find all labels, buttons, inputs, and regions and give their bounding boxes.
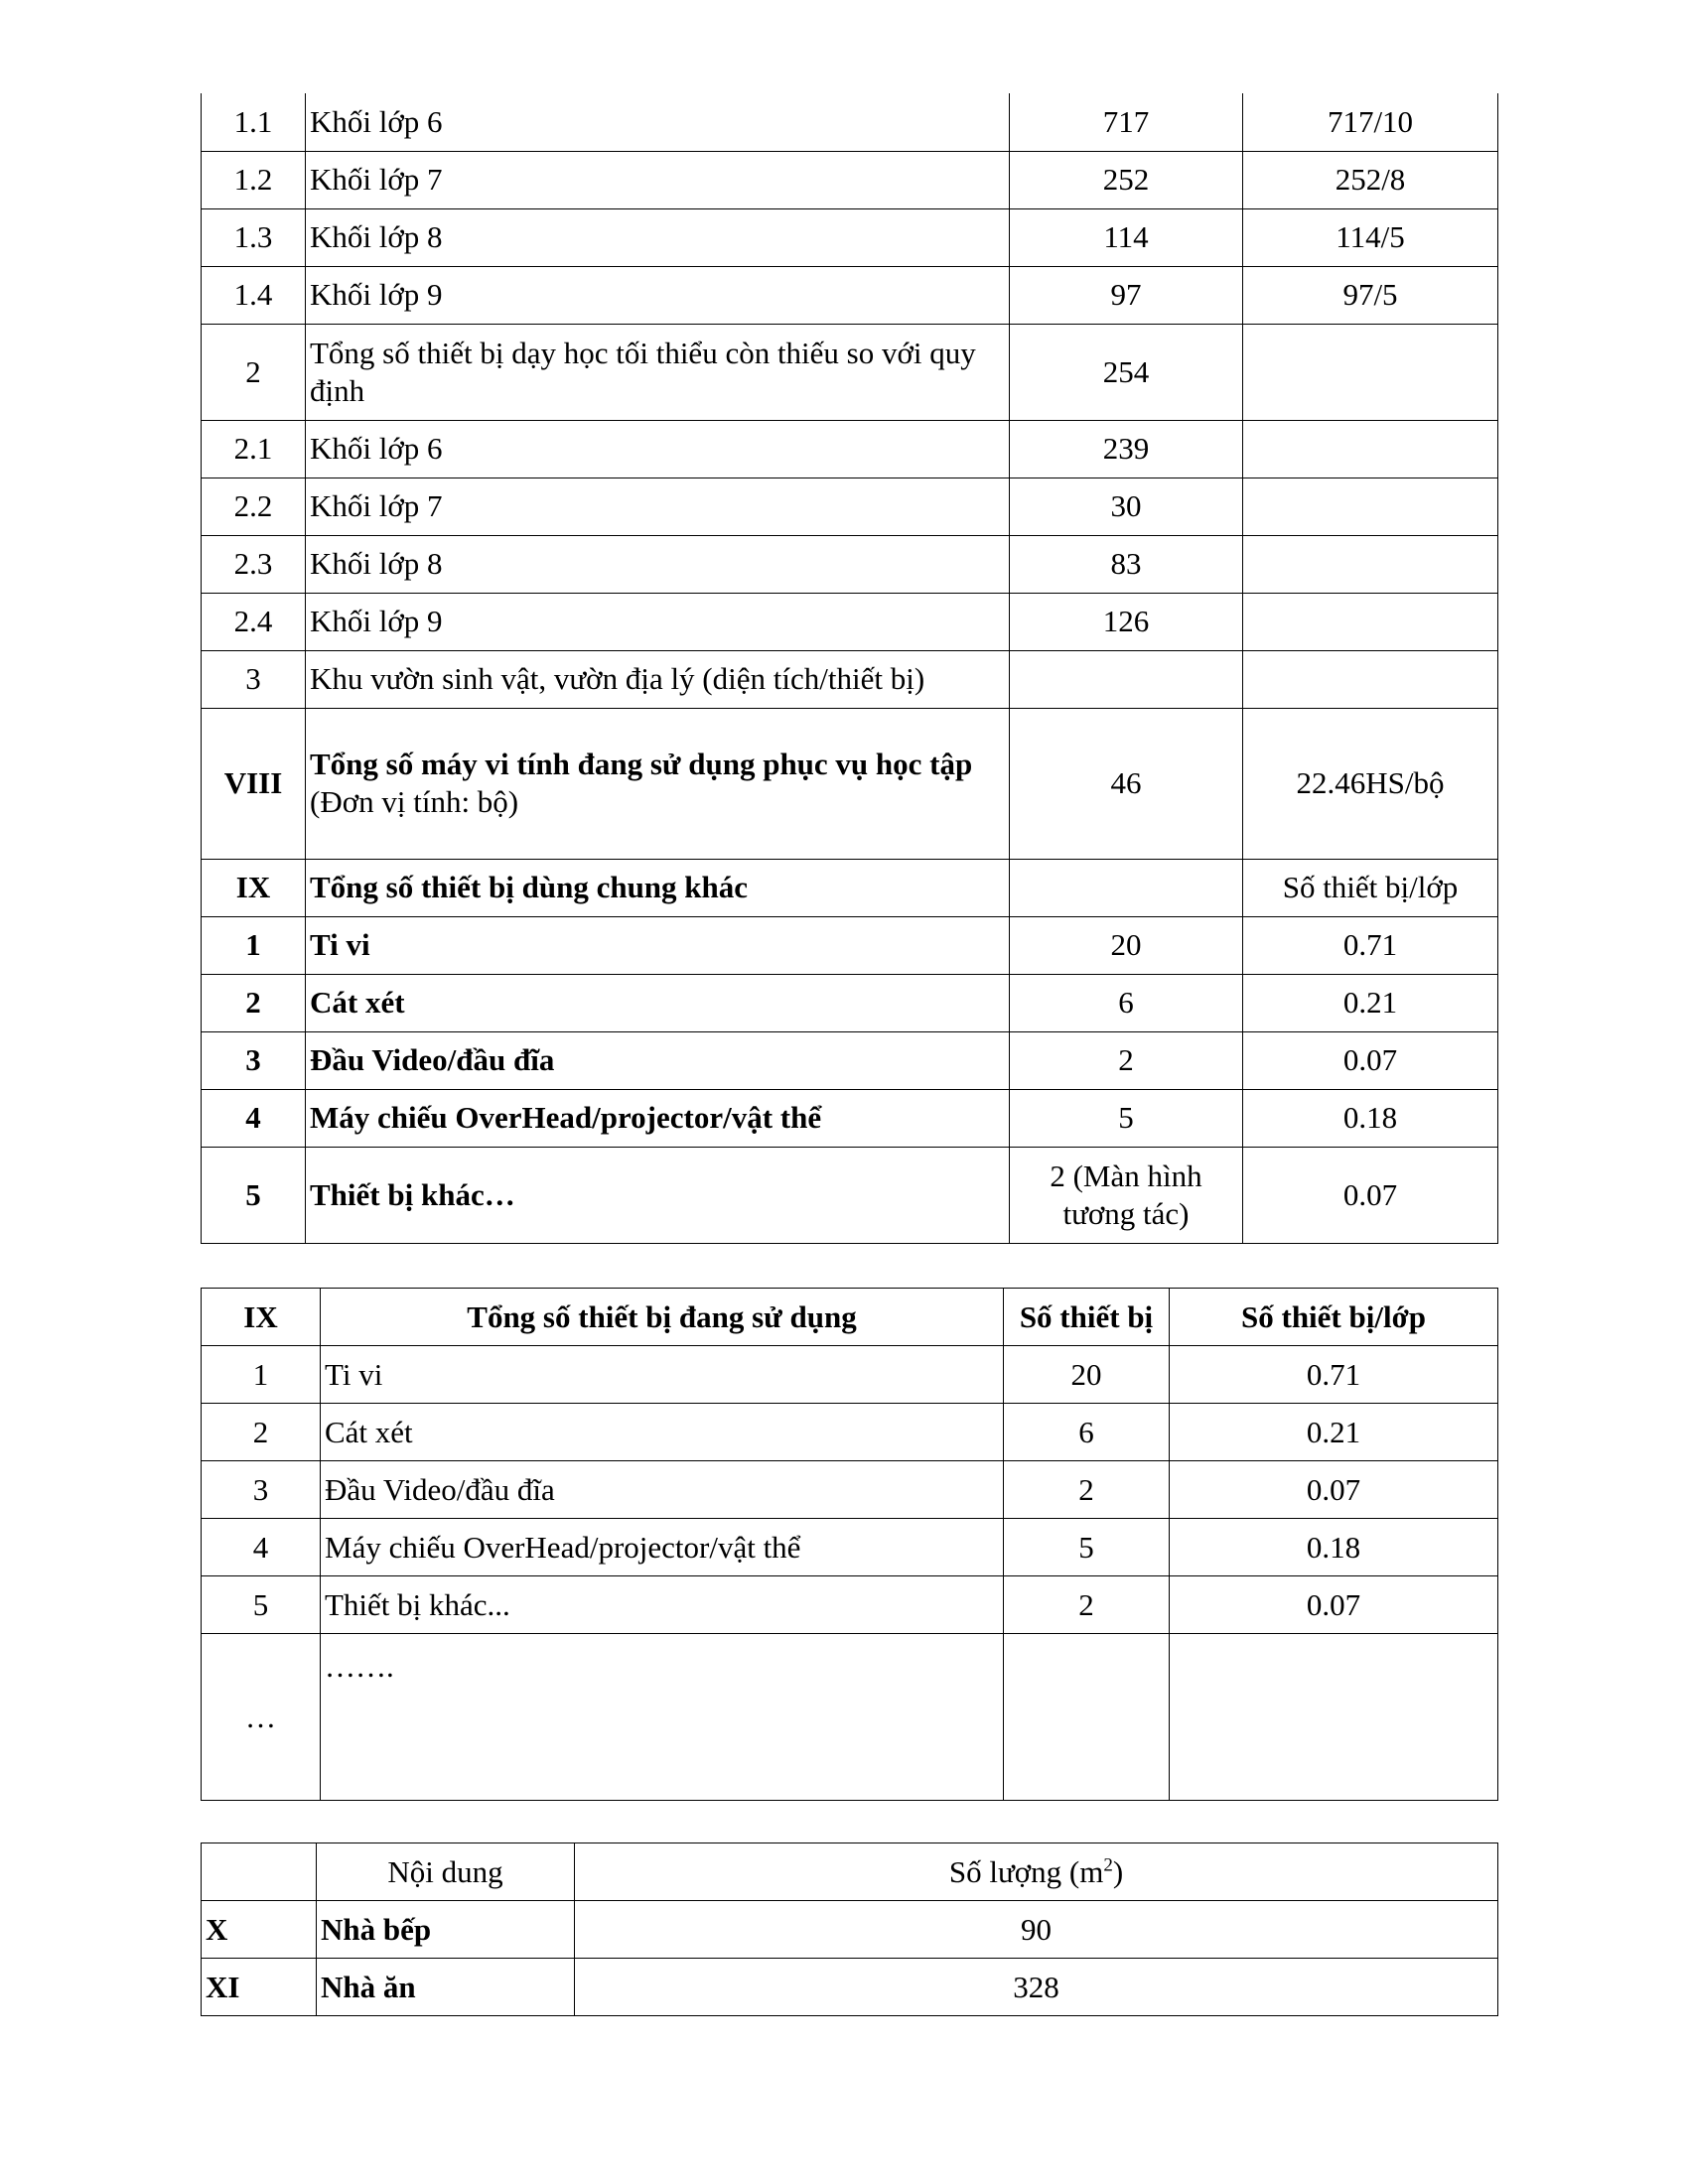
row-number: 4 [202, 1089, 306, 1147]
row-item: Đầu Video/đầu đĩa [306, 1031, 1010, 1089]
row-number: 2.1 [202, 420, 306, 478]
row-item: Nhà ăn [317, 1959, 575, 2016]
row-ratio [1243, 650, 1498, 708]
row-quantity: 30 [1010, 478, 1243, 535]
row-item: Khối lớp 7 [306, 478, 1010, 535]
table-header-row [202, 1289, 1498, 1346]
row-quantity: 239 [1010, 420, 1243, 478]
row-quantity: 20 [1010, 916, 1243, 974]
row-item: Cát xét [306, 974, 1010, 1031]
row-ratio: 0.71 [1170, 1346, 1498, 1404]
table-row [202, 535, 1498, 593]
table-row [202, 1519, 1498, 1576]
row-ratio [1243, 324, 1498, 420]
row-number: 1.1 [202, 93, 306, 151]
row-quantity: 20 [1004, 1346, 1170, 1404]
header-title: Tổng số thiết bị đang sử dụng [321, 1289, 1004, 1346]
row-item: Khối lớp 8 [306, 208, 1010, 266]
row-number: 2 [202, 974, 306, 1031]
section-title-cell [306, 708, 1010, 859]
row-quantity: 254 [1010, 324, 1243, 420]
table-row [202, 151, 1498, 208]
row-quantity [1004, 1634, 1170, 1801]
table-row [202, 1901, 1498, 1959]
row-item: Cát xét [321, 1404, 1004, 1461]
table-row [202, 974, 1498, 1031]
row-number: XI [202, 1959, 317, 2016]
row-ratio: 0.07 [1170, 1461, 1498, 1519]
row-number: 2.3 [202, 535, 306, 593]
row-ratio [1170, 1634, 1498, 1801]
row-number: … [202, 1634, 321, 1801]
table-row [202, 916, 1498, 974]
equipment-table-continued [201, 93, 1498, 1244]
row-ratio: 252/8 [1243, 151, 1498, 208]
table-row [202, 93, 1498, 151]
row-quantity: 97 [1010, 266, 1243, 324]
table-row [202, 1147, 1498, 1243]
table-row [202, 1959, 1498, 2016]
section-title: Tổng số thiết bị dùng chung khác [306, 859, 1010, 916]
row-number: 3 [202, 650, 306, 708]
row-item: Khối lớp 6 [306, 93, 1010, 151]
table-row [202, 266, 1498, 324]
row-number: 2.4 [202, 593, 306, 650]
row-number: 2 [202, 1404, 321, 1461]
row-quantity: 114 [1010, 208, 1243, 266]
row-ratio: 0.07 [1243, 1147, 1498, 1243]
section-ix-row [202, 859, 1498, 916]
row-quantity: 252 [1010, 151, 1243, 208]
row-number: 2 [202, 324, 306, 420]
row-number: 1.3 [202, 208, 306, 266]
row-quantity: 126 [1010, 593, 1243, 650]
table-row [202, 208, 1498, 266]
row-ratio [1243, 478, 1498, 535]
section-number: IX [202, 859, 306, 916]
section-title: Tổng số máy vi tính đang sử dụng phục vụ học tập [310, 747, 973, 782]
row-ratio: 114/5 [1243, 208, 1498, 266]
row-ratio: 717/10 [1243, 93, 1498, 151]
row-number: 4 [202, 1519, 321, 1576]
header-quantity-exponent: 2 [1103, 1854, 1113, 1876]
row-quantity [1010, 650, 1243, 708]
row-ratio: 0.71 [1243, 916, 1498, 974]
row-item: Khối lớp 9 [306, 593, 1010, 650]
row-number: 3 [202, 1031, 306, 1089]
row-number: 5 [202, 1576, 321, 1634]
row-number: 1 [202, 1346, 321, 1404]
row-item: ……. [321, 1634, 1004, 1801]
row-number: 1.4 [202, 266, 306, 324]
row-quantity: 90 [575, 1901, 1498, 1959]
row-ratio: 0.07 [1170, 1576, 1498, 1634]
shared-equipment-table [201, 1288, 1498, 1801]
column-label: Số thiết bị/lớp [1243, 859, 1498, 916]
row-item: Ti vi [306, 916, 1010, 974]
row-quantity [1010, 859, 1243, 916]
row-ratio: 97/5 [1243, 266, 1498, 324]
header-ratio: Số thiết bị/lớp [1170, 1289, 1498, 1346]
row-item: Đầu Video/đầu đĩa [321, 1461, 1004, 1519]
header-quantity [575, 1843, 1498, 1901]
row-quantity: 83 [1010, 535, 1243, 593]
table-row-placeholder [202, 1634, 1498, 1801]
row-quantity: 2 [1004, 1461, 1170, 1519]
table-row [202, 324, 1498, 420]
row-ratio: 0.18 [1243, 1089, 1498, 1147]
row-number: 1.2 [202, 151, 306, 208]
row-item: Máy chiếu OverHead/projector/vật thể [306, 1089, 1010, 1147]
table-row [202, 1576, 1498, 1634]
table-row [202, 593, 1498, 650]
row-quantity: 46 [1010, 708, 1243, 859]
row-item: Khối lớp 9 [306, 266, 1010, 324]
row-ratio: 22.46HS/bộ [1243, 708, 1498, 859]
row-item: Máy chiếu OverHead/projector/vật thể [321, 1519, 1004, 1576]
header-number [202, 1843, 317, 1901]
row-ratio: 0.21 [1170, 1404, 1498, 1461]
row-number: 3 [202, 1461, 321, 1519]
row-ratio: 0.07 [1243, 1031, 1498, 1089]
section-unit: (Đơn vị tính: bộ) [310, 784, 519, 819]
row-number: 5 [202, 1147, 306, 1243]
row-item: Thiết bị khác… [306, 1147, 1010, 1243]
row-quantity: 6 [1010, 974, 1243, 1031]
header-content: Nội dung [317, 1843, 575, 1901]
row-quantity: 328 [575, 1959, 1498, 2016]
row-quantity: 717 [1010, 93, 1243, 151]
table-row [202, 1346, 1498, 1404]
row-item: Khối lớp 6 [306, 420, 1010, 478]
row-number: 2.2 [202, 478, 306, 535]
row-item: Khối lớp 7 [306, 151, 1010, 208]
row-quantity: 6 [1004, 1404, 1170, 1461]
table-row [202, 1461, 1498, 1519]
table-row [202, 1031, 1498, 1089]
table-header-row [202, 1843, 1498, 1901]
row-ratio [1243, 535, 1498, 593]
section-number: VIII [202, 708, 306, 859]
row-ratio [1243, 593, 1498, 650]
row-quantity: 2 (Màn hình tương tác) [1010, 1147, 1243, 1243]
table-row [202, 478, 1498, 535]
row-quantity: 2 [1004, 1576, 1170, 1634]
row-item: Khu vườn sinh vật, vườn địa lý (diện tích/thiết bị) [306, 650, 1010, 708]
header-quantity-close: ) [1112, 1853, 1124, 1889]
table-row [202, 1404, 1498, 1461]
row-number: 1 [202, 916, 306, 974]
row-item: Ti vi [321, 1346, 1004, 1404]
facility-area-table [201, 1843, 1498, 2016]
row-quantity: 5 [1004, 1519, 1170, 1576]
row-quantity: 5 [1010, 1089, 1243, 1147]
header-quantity-text: Số lượng (m [948, 1853, 1104, 1889]
row-ratio: 0.18 [1170, 1519, 1498, 1576]
section-viii-row [202, 708, 1498, 859]
row-item: Tổng số thiết bị dạy học tối thiểu còn thiếu so với quy định [306, 324, 1010, 420]
table-row [202, 650, 1498, 708]
table-row [202, 420, 1498, 478]
row-item: Khối lớp 8 [306, 535, 1010, 593]
row-item: Thiết bị khác... [321, 1576, 1004, 1634]
row-number: X [202, 1901, 317, 1959]
row-quantity: 2 [1010, 1031, 1243, 1089]
header-number: IX [202, 1289, 321, 1346]
header-quantity: Số thiết bị [1004, 1289, 1170, 1346]
row-ratio: 0.21 [1243, 974, 1498, 1031]
row-item: Nhà bếp [317, 1901, 575, 1959]
table-row [202, 1089, 1498, 1147]
row-ratio [1243, 420, 1498, 478]
